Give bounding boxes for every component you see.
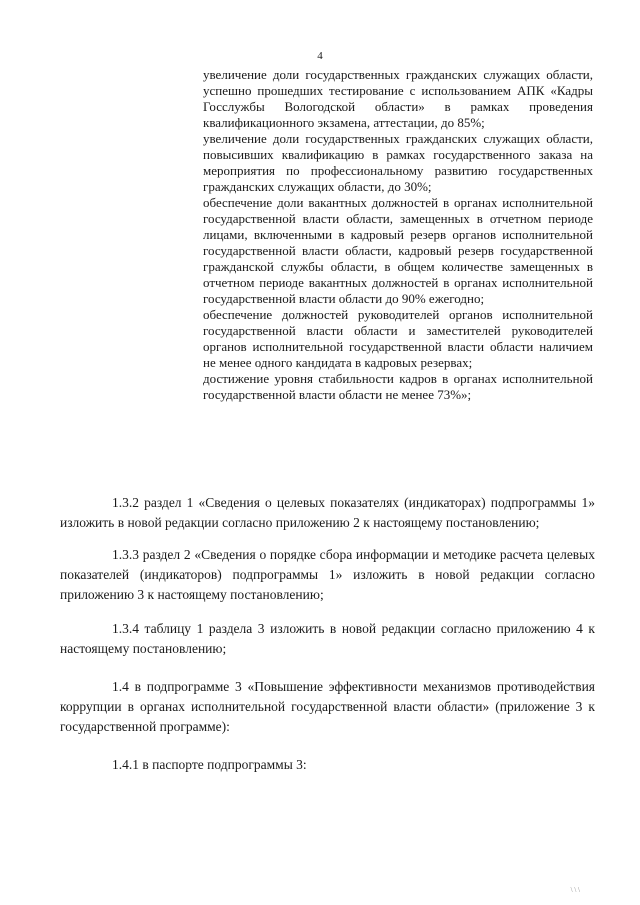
paragraph-1-4-1: 1.4.1 в паспорте подпрограммы 3: [112, 757, 307, 772]
target-item: обеспечение должностей руководителей органов исполнительной государственной власти области и заместителей руководителей органов исполнительной государственной власти области наличием не менее одного кандидата в кадровых резервах; [203, 307, 593, 370]
paragraph-1-3-4: 1.3.4 таблицу 1 раздела 3 изложить в новой редакции согласно приложению 4 к настоящему постановлению; [60, 621, 595, 656]
target-item: увеличение доли государственных гражданских служащих области, успешно прошедших тестирование с использованием АПК «Кадры Госслужбы Вологодской области» в рамках проведения квалификационного экзамена, аттестации, до 85%; [203, 67, 593, 130]
paragraph-1-3-2: 1.3.2 раздел 1 «Сведения о целевых показателях (индикаторах) подпрограммы 1» изложить в новой редакции согласно приложению 2 к настоящему постановлению; [60, 495, 595, 530]
paragraph-1-4: 1.4 в подпрограмме 3 «Повышение эффективности механизмов противодействия коррупции в органах исполнительной государственной власти области» (приложение 3 к государственной программе): [60, 679, 595, 734]
body-text [60, 493, 595, 787]
target-item: достижение уровня стабильности кадров в органах исполнительной государственной власти области не менее 73%»; [203, 371, 593, 402]
corner-mark: \ \ \ [570, 886, 580, 894]
paragraph-1-3-3: 1.3.3 раздел 2 «Сведения о порядке сбора информации и методике расчета целевых показателей (индикаторов) подпрограммы 1» изложить в новой редакции согласно приложению 3 к настоящему постановлению; [60, 547, 595, 602]
indented-targets-block [203, 67, 593, 403]
target-item: обеспечение доли вакантных должностей в органах исполнительной государственной власти области, замещенных в отчетном периоде лицами, включенными в кадровый резерв органов исполнительной государственной власти области, кадровый резерв государственной гражданской службы области, в общем количестве замещенных в отчетном периоде вакантных должностей в органах исполнительной государственной власти области до 90% ежегодно; [203, 195, 593, 306]
page-number: 4 [317, 50, 323, 62]
target-item: увеличение доли государственных гражданских служащих области, повысивших квалификацию в рамках государственного заказа на мероприятия по профессиональному развитию государственных гражданских служащих области, до 30%; [203, 131, 593, 194]
